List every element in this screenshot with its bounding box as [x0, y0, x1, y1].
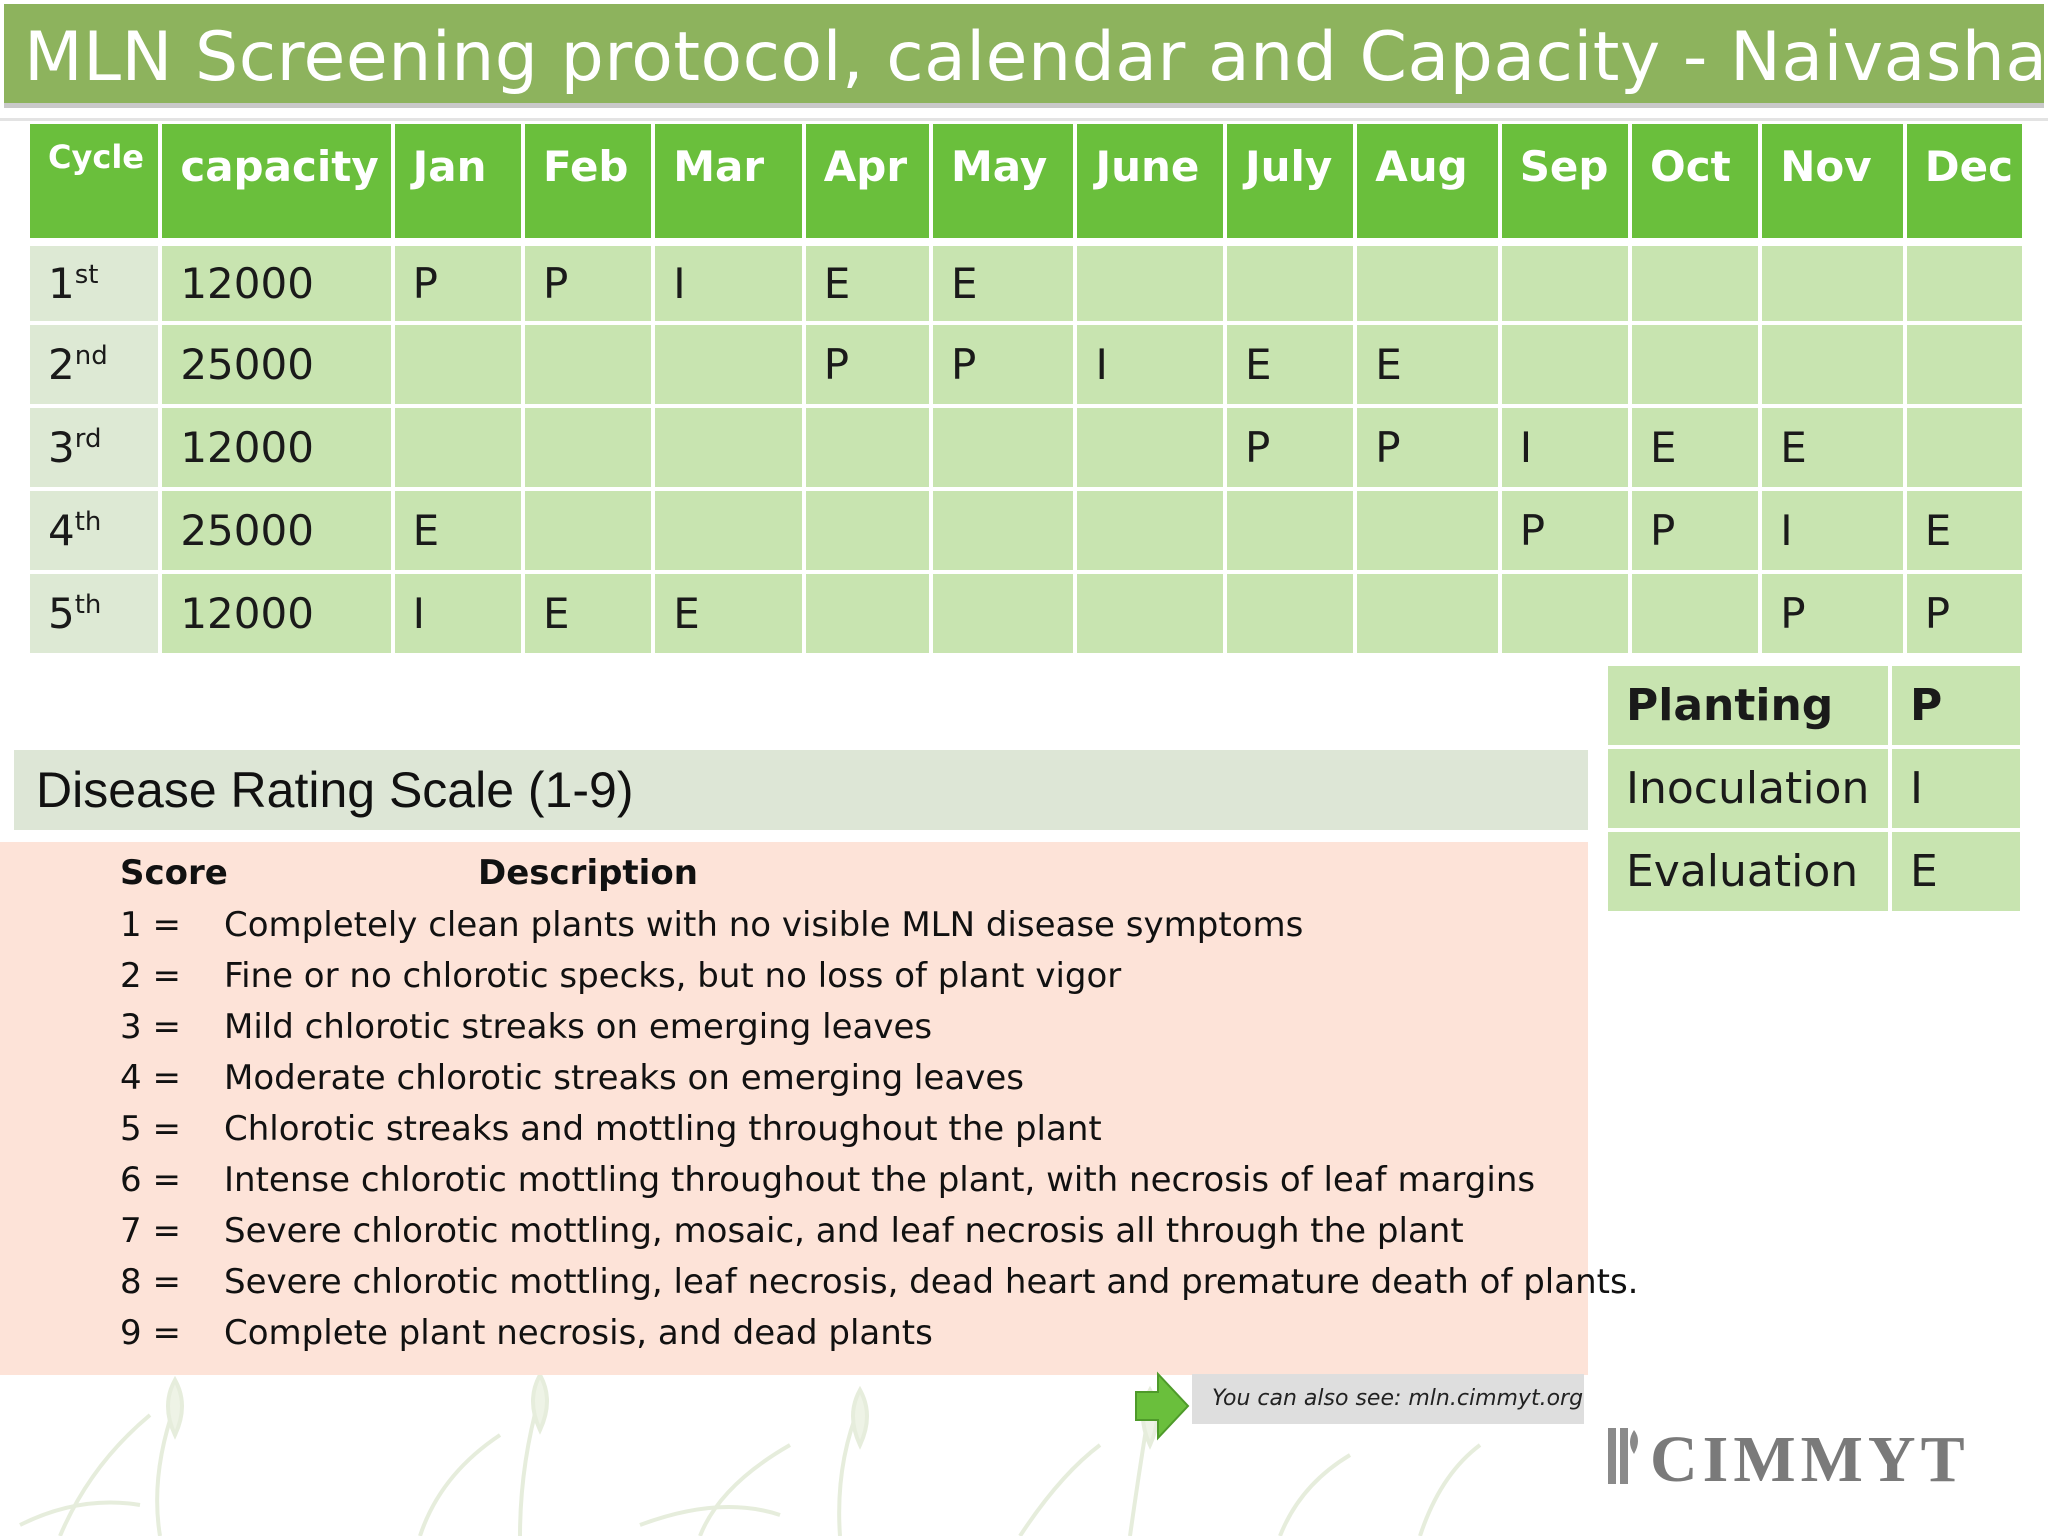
month-cell: [655, 408, 802, 487]
score-value: 3 =: [120, 1007, 181, 1047]
month-cell: [1632, 325, 1758, 404]
month-cell: E: [395, 491, 521, 570]
month-cell: P: [525, 242, 651, 321]
calendar-row: [30, 574, 2022, 653]
legend-row: [1608, 666, 2020, 745]
month-cell: [1077, 242, 1223, 321]
cycle-suffix: rd: [74, 424, 102, 454]
month-cell: [1077, 408, 1223, 487]
month-cell: [655, 491, 802, 570]
cycle-cell: [30, 408, 158, 487]
header-month: Oct: [1632, 124, 1758, 238]
legend-label: Inoculation: [1608, 749, 1888, 828]
score-item: [120, 951, 1639, 1002]
month-cell: [1762, 325, 1902, 404]
month-cell: [525, 325, 651, 404]
month-cell: E: [525, 574, 651, 653]
month-cell: [933, 491, 1073, 570]
score-value: 5 =: [120, 1109, 181, 1149]
score-value: 1 =: [120, 905, 181, 945]
score-value: 4 =: [120, 1058, 181, 1098]
header-month: Sep: [1502, 124, 1628, 238]
month-cell: E: [1227, 325, 1353, 404]
month-cell: [1502, 242, 1628, 321]
cycle-suffix: th: [74, 507, 102, 537]
score-list: [120, 900, 1639, 1359]
month-cell: [1502, 574, 1628, 653]
legend-label: Evaluation: [1608, 832, 1888, 911]
month-cell: [1632, 574, 1758, 653]
score-description: Intense chlorotic mottling throughout the plant, with necrosis of leaf margins: [224, 1160, 1536, 1200]
month-cell: [1227, 574, 1353, 653]
month-cell: [1357, 574, 1497, 653]
title-bar: [4, 4, 2048, 108]
month-cell: [933, 574, 1073, 653]
month-cell: [1632, 242, 1758, 321]
legend-table: [1604, 662, 2024, 915]
month-cell: P: [1632, 491, 1758, 570]
calendar-row: [30, 408, 2022, 487]
wheat-mark-icon: [1604, 1422, 1648, 1488]
month-cell: [1357, 491, 1497, 570]
calendar-row: [30, 491, 2022, 570]
score-value: 7 =: [120, 1211, 181, 1251]
score-description: Completely clean plants with no visible MLN disease symptoms: [224, 905, 1304, 945]
month-cell: E: [1632, 408, 1758, 487]
cycle-cell: [30, 491, 158, 570]
legend-label: Planting: [1608, 666, 1888, 745]
score-item: [120, 900, 1639, 951]
header-cycle: Cycle: [30, 124, 158, 238]
capacity-cell: 25000: [162, 491, 390, 570]
legend-code: P: [1892, 666, 2020, 745]
month-cell: P: [1907, 574, 2022, 653]
calendar-header-row: [30, 124, 2022, 238]
month-cell: [395, 325, 521, 404]
month-cell: [1907, 242, 2022, 321]
month-cell: E: [806, 242, 929, 321]
month-cell: [1227, 491, 1353, 570]
cimmyt-logo: CIMMYT: [1650, 1423, 1970, 1496]
legend-row: [1608, 832, 2020, 911]
capacity-cell: 12000: [162, 242, 390, 321]
header-month: Jan: [395, 124, 521, 238]
month-cell: [1077, 574, 1223, 653]
month-cell: [395, 408, 521, 487]
month-cell: P: [1227, 408, 1353, 487]
month-cell: [806, 491, 929, 570]
month-cell: [1357, 242, 1497, 321]
month-cell: E: [933, 242, 1073, 321]
header-month: Apr: [806, 124, 929, 238]
score-value: 9 =: [120, 1313, 181, 1353]
legend-code: I: [1892, 749, 2020, 828]
month-cell: P: [1762, 574, 1902, 653]
month-cell: P: [806, 325, 929, 404]
score-description: Severe chlorotic mottling, leaf necrosis, dead heart and premature death of plants.: [224, 1262, 1639, 1302]
month-cell: [1907, 325, 2022, 404]
score-item: [120, 1308, 1639, 1359]
month-cell: I: [1762, 491, 1902, 570]
month-cell: [933, 408, 1073, 487]
header-month: Aug: [1357, 124, 1497, 238]
cycle-suffix: nd: [74, 341, 108, 371]
score-description: Severe chlorotic mottling, mosaic, and leaf necrosis all through the plant: [224, 1211, 1464, 1251]
header-month: July: [1227, 124, 1353, 238]
month-cell: [1227, 242, 1353, 321]
month-cell: [1762, 242, 1902, 321]
score-value: 2 =: [120, 956, 181, 996]
month-cell: [806, 408, 929, 487]
score-value: 6 =: [120, 1160, 181, 1200]
score-description: Mild chlorotic streaks on emerging leaves: [224, 1007, 933, 1047]
capacity-cell: 12000: [162, 408, 390, 487]
month-cell: P: [395, 242, 521, 321]
cycle-cell: [30, 574, 158, 653]
cycle-suffix: th: [74, 590, 102, 620]
month-cell: [1077, 491, 1223, 570]
score-item: [120, 1053, 1639, 1104]
month-cell: [655, 325, 802, 404]
score-description: Complete plant necrosis, and dead plants: [224, 1313, 933, 1353]
cycle-cell: [30, 325, 158, 404]
calendar-row: [30, 242, 2022, 321]
header-month: Feb: [525, 124, 651, 238]
scale-title: Disease Rating Scale (1-9): [36, 762, 634, 818]
header-month: Mar: [655, 124, 802, 238]
scale-title-bar: [14, 750, 1588, 830]
month-cell: P: [933, 325, 1073, 404]
score-description: Fine or no chlorotic specks, but no loss of plant vigor: [224, 956, 1122, 996]
header-month: Nov: [1762, 124, 1902, 238]
header-month: June: [1077, 124, 1223, 238]
header-month: May: [933, 124, 1073, 238]
month-cell: [525, 491, 651, 570]
cycle-cell: [30, 242, 158, 321]
month-cell: E: [1762, 408, 1902, 487]
calendar-row: [30, 325, 2022, 404]
score-item: [120, 1002, 1639, 1053]
legend-row: [1608, 749, 2020, 828]
cycle-number: 5: [48, 589, 75, 638]
cycle-suffix: st: [74, 260, 99, 290]
capacity-cell: 25000: [162, 325, 390, 404]
cycle-number: 4: [48, 506, 75, 555]
score-value: 8 =: [120, 1262, 181, 1302]
month-cell: P: [1502, 491, 1628, 570]
score-item: [120, 1257, 1639, 1308]
score-description: Moderate chlorotic streaks on emerging leaves: [224, 1058, 1024, 1098]
month-cell: I: [1077, 325, 1223, 404]
month-cell: I: [395, 574, 521, 653]
legend-code: E: [1892, 832, 2020, 911]
page-title: MLN Screening protocol, calendar and Capacity - Naivasha: [24, 18, 2048, 97]
month-cell: E: [1907, 491, 2022, 570]
month-cell: [1907, 408, 2022, 487]
description-column-header: Description: [478, 853, 698, 893]
month-cell: I: [1502, 408, 1628, 487]
month-cell: [1502, 325, 1628, 404]
score-item: [120, 1155, 1639, 1206]
cycle-number: 1: [48, 259, 75, 308]
month-cell: I: [655, 242, 802, 321]
score-column-header: Score: [120, 853, 228, 893]
month-cell: [806, 574, 929, 653]
cycle-number: 2: [48, 340, 75, 389]
month-cell: [525, 408, 651, 487]
month-cell: E: [655, 574, 802, 653]
score-item: [120, 1206, 1639, 1257]
link-text: You can also see: mln.cimmyt.org: [1212, 1386, 1584, 1411]
month-cell: E: [1357, 325, 1497, 404]
header-month: Dec: [1907, 124, 2022, 238]
capacity-cell: 12000: [162, 574, 390, 653]
cycle-number: 3: [48, 423, 75, 472]
score-description: Chlorotic streaks and mottling throughout the plant: [224, 1109, 1102, 1149]
month-cell: P: [1357, 408, 1497, 487]
link-note: [1192, 1374, 1584, 1424]
green-arrow-icon: [1134, 1370, 1190, 1442]
calendar-table: [26, 120, 2026, 657]
header-capacity: capacity: [162, 124, 390, 238]
score-item: [120, 1104, 1639, 1155]
